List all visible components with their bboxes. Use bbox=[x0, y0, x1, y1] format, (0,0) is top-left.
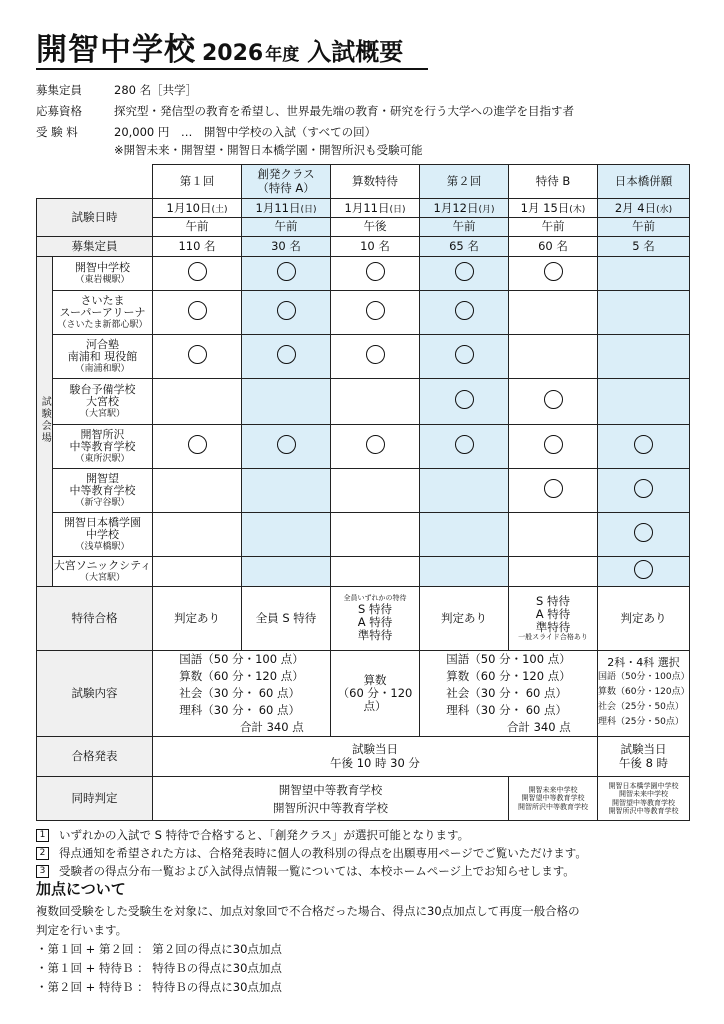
venue-mark-cell bbox=[331, 557, 420, 587]
venue-name: 駿台予備学校 大宮校 （大宮駅） bbox=[53, 379, 153, 425]
venue-mark-cell bbox=[153, 379, 242, 425]
venue-mark-cell bbox=[509, 425, 598, 469]
circle-mark-icon bbox=[188, 301, 207, 320]
venue-row bbox=[37, 379, 690, 425]
venue-mark-cell bbox=[331, 425, 420, 469]
header-cell: 日本橋併願 bbox=[598, 165, 690, 199]
ryo-label: 受 験 料 bbox=[36, 125, 78, 139]
ryo-note: ※開智未来・開智望・開智日本橋学園・開智所沢も受験可能 bbox=[114, 143, 423, 157]
note-item: 1 いずれかの入試で S 特待で合格すると、「創発クラス」が選択可能となります。 bbox=[36, 826, 587, 844]
doji-nihonbashi: 開智日本橋学園中学校 開智未来中学校 開智望中等教育学校 開智所沢中等教育学校 bbox=[598, 777, 690, 821]
teiin-cell: 10 名 bbox=[331, 237, 420, 257]
venue-mark-cell bbox=[420, 379, 509, 425]
date-cell: 1月11日(日) 午前 bbox=[242, 199, 331, 237]
venue-mark-cell bbox=[242, 379, 331, 425]
happyo-main: 試験当日 午後 10 時 30 分 bbox=[153, 737, 598, 777]
teiin-cell: 65 名 bbox=[420, 237, 509, 257]
venue-mark-cell bbox=[331, 513, 420, 557]
tokutai-cell: 判定あり bbox=[153, 587, 242, 651]
venue-mark-cell bbox=[420, 513, 509, 557]
header-row bbox=[37, 165, 690, 199]
venue-row bbox=[37, 335, 690, 379]
circle-mark-icon bbox=[366, 435, 385, 454]
venue-mark-cell bbox=[598, 257, 690, 291]
circle-mark-icon bbox=[544, 435, 563, 454]
venue-mark-cell bbox=[242, 469, 331, 513]
circle-mark-icon bbox=[634, 560, 653, 579]
venue-name: 開智中学校 （東岩槻駅） bbox=[53, 257, 153, 291]
venue-mark-cell bbox=[420, 335, 509, 379]
header-cell: 創発クラス （特待 A） bbox=[242, 165, 331, 199]
venue-mark-cell bbox=[509, 335, 598, 379]
circle-mark-icon bbox=[455, 301, 474, 320]
venue-mark-cell bbox=[598, 469, 690, 513]
title-school: 開智中学校 bbox=[36, 32, 196, 68]
teiin-row bbox=[37, 237, 690, 257]
title-label: 入試概要 bbox=[307, 38, 404, 66]
venue-mark-cell bbox=[509, 513, 598, 557]
tokutai-cell: 判定あり bbox=[420, 587, 509, 651]
circle-mark-icon bbox=[277, 262, 296, 281]
venue-mark-cell bbox=[420, 425, 509, 469]
venue-side-label: 試験会場 bbox=[37, 257, 53, 587]
circle-mark-icon bbox=[634, 435, 653, 454]
kaiten-body: 複数回受験をした受験生を対象に、加点対象回で不合格だった場合、得点に30点加点して再度一般合格の 判定を行います。 ・第１回 + 第２回 ： 第２回の得点に30点加点 ・第１回 + 特待Ｂ ： 特待Ｂの得点に30点加点 ・第２回 + 特待Ｂ ： 特待Ｂの得点に30点加点 bbox=[36, 904, 580, 994]
circle-mark-icon bbox=[455, 390, 474, 409]
venue-mark-cell bbox=[153, 425, 242, 469]
doji-b: 開智未来中学校 開智望中等教育学校 開智所沢中等教育学校 bbox=[509, 777, 598, 821]
venue-mark-cell bbox=[598, 291, 690, 335]
date-cell: 1月12日(月) 午前 bbox=[420, 199, 509, 237]
naiyo-row bbox=[37, 651, 690, 737]
venue-row bbox=[37, 469, 690, 513]
tokutai-cell: 全員 S 特待 bbox=[242, 587, 331, 651]
tokutai-cell: 全員いずれかの特待 S 特待 A 特待 準特待 bbox=[331, 587, 420, 651]
circle-mark-icon bbox=[277, 301, 296, 320]
teiin-label: 募集定員 bbox=[36, 83, 82, 97]
venue-mark-cell bbox=[331, 379, 420, 425]
teiin-cell: 60 名 bbox=[509, 237, 598, 257]
venue-mark-cell bbox=[242, 291, 331, 335]
venue-mark-cell bbox=[242, 513, 331, 557]
tokutai-cell: 判定あり bbox=[598, 587, 690, 651]
doji-main: 開智望中等教育学校 開智所沢中等教育学校 bbox=[153, 777, 509, 821]
sansu-cell: 算数 （60 分・120 点） bbox=[331, 651, 420, 737]
venue-mark-cell bbox=[598, 425, 690, 469]
date-label: 試験日時 bbox=[37, 199, 153, 237]
date-cell: 2月 4日(水) 午前 bbox=[598, 199, 690, 237]
circle-mark-icon bbox=[544, 479, 563, 498]
venue-mark-cell bbox=[598, 379, 690, 425]
venue-name: さいたま スーパーアリーナ （さいたま新都心駅） bbox=[53, 291, 153, 335]
teiin-cell: 5 名 bbox=[598, 237, 690, 257]
title-nendo: 年度 bbox=[265, 45, 300, 65]
venue-mark-cell bbox=[242, 557, 331, 587]
teiin-row-label: 募集定員 bbox=[37, 237, 153, 257]
date-cell: 1月10日(土) 午前 bbox=[153, 199, 242, 237]
venue-row bbox=[37, 513, 690, 557]
teiin-cell: 30 名 bbox=[242, 237, 331, 257]
kaiten-heading: 加点について bbox=[36, 880, 126, 898]
circle-mark-icon bbox=[634, 523, 653, 542]
venue-name: 開智日本橋学園 中学校 （浅草橋駅） bbox=[53, 513, 153, 557]
venue-mark-cell bbox=[598, 557, 690, 587]
circle-mark-icon bbox=[366, 262, 385, 281]
venue-mark-cell bbox=[242, 425, 331, 469]
venue-mark-cell bbox=[420, 557, 509, 587]
header-cell: 算数特待 bbox=[331, 165, 420, 199]
subjects-4-cell: 国語（50 分・100 点） 算数（60 分・120 点） 社会（30 分・ 60 点） 理科（30 分・ 60 点） 合計 340 点 bbox=[153, 651, 331, 737]
note-item: 3 受験者の得点分布一覧および入試得点情報一覧については、本校ホームページ上でお知らせします。 bbox=[36, 862, 587, 880]
venue-mark-cell bbox=[153, 257, 242, 291]
notes bbox=[36, 826, 587, 880]
circle-mark-icon bbox=[455, 435, 474, 454]
venue-mark-cell bbox=[331, 291, 420, 335]
date-cell: 1月11日(日) 午後 bbox=[331, 199, 420, 237]
header-cell: 第１回 bbox=[153, 165, 242, 199]
venue-mark-cell bbox=[153, 291, 242, 335]
info-block bbox=[36, 80, 574, 157]
venue-mark-cell bbox=[242, 335, 331, 379]
header-cell: 特待 B bbox=[509, 165, 598, 199]
circle-mark-icon bbox=[544, 390, 563, 409]
venue-name: 大宮ソニックシティ （大宮駅） bbox=[53, 557, 153, 587]
title-year: 2026 bbox=[202, 41, 264, 66]
venue-name: 河合塾 南浦和 現役館 （南浦和駅） bbox=[53, 335, 153, 379]
circle-mark-icon bbox=[188, 435, 207, 454]
circle-mark-icon bbox=[188, 345, 207, 364]
venue-mark-cell bbox=[598, 335, 690, 379]
venue-mark-cell bbox=[153, 513, 242, 557]
circle-mark-icon bbox=[188, 262, 207, 281]
venue-name: 開智所沢 中等教育学校 （東所沢駅） bbox=[53, 425, 153, 469]
circle-mark-icon bbox=[277, 435, 296, 454]
happyo-label: 合格発表 bbox=[37, 737, 153, 777]
subjects-4-cell-2: 国語（50 分・100 点） 算数（60 分・120 点） 社会（30 分・ 60 点） 理科（30 分・ 60 点） 合計 340 点 bbox=[420, 651, 598, 737]
venue-mark-cell bbox=[331, 335, 420, 379]
happyo-row bbox=[37, 737, 690, 777]
teiin-value: 280 名［共学］ bbox=[114, 83, 198, 97]
circle-mark-icon bbox=[366, 301, 385, 320]
venue-mark-cell bbox=[331, 469, 420, 513]
venue-mark-cell bbox=[509, 291, 598, 335]
naiyo-label: 試験内容 bbox=[37, 651, 153, 737]
venue-mark-cell bbox=[509, 557, 598, 587]
circle-mark-icon bbox=[634, 479, 653, 498]
venue-mark-cell bbox=[242, 257, 331, 291]
circle-mark-icon bbox=[277, 345, 296, 364]
doji-label: 同時判定 bbox=[37, 777, 153, 821]
venue-mark-cell bbox=[509, 257, 598, 291]
venue-name: 開智望 中等教育学校 （新守谷駅） bbox=[53, 469, 153, 513]
shikaku-label: 応募資格 bbox=[36, 104, 82, 118]
note-item: 2 得点通知を希望された方は、合格発表時に個人の教科別の得点を出願専用ページでご覧いただけます。 bbox=[36, 844, 587, 862]
doji-row bbox=[37, 777, 690, 821]
circle-mark-icon bbox=[455, 262, 474, 281]
nihonbashi-subjects-cell: 2科・4科 選択 国語（50分・100点） 算数（60分・120点） 社会（25分・50点） 理科（25分・50点） bbox=[598, 651, 690, 737]
date-cell: 1月 15日(木) 午前 bbox=[509, 199, 598, 237]
header-cell: 第２回 bbox=[420, 165, 509, 199]
venue-mark-cell bbox=[420, 257, 509, 291]
venue-mark-cell bbox=[509, 469, 598, 513]
happyo-nihonbashi: 試験当日 午後 8 時 bbox=[598, 737, 690, 777]
tokutai-row bbox=[37, 587, 690, 651]
venue-row bbox=[37, 557, 690, 587]
page-title bbox=[36, 24, 403, 69]
ryo-value: 20,000 円 … 開智中学校の入試（すべての回） bbox=[114, 125, 377, 139]
venue-row bbox=[37, 257, 690, 291]
tokutai-label: 特待合格 bbox=[37, 587, 153, 651]
circle-mark-icon bbox=[455, 345, 474, 364]
teiin-cell: 110 名 bbox=[153, 237, 242, 257]
circle-mark-icon bbox=[366, 345, 385, 364]
venue-mark-cell bbox=[420, 291, 509, 335]
exam-table bbox=[36, 164, 690, 821]
venue-mark-cell bbox=[153, 469, 242, 513]
venue-mark-cell bbox=[509, 379, 598, 425]
venue-mark-cell bbox=[153, 557, 242, 587]
venue-mark-cell bbox=[420, 469, 509, 513]
title-underline bbox=[36, 68, 428, 70]
date-row bbox=[37, 199, 690, 237]
venue-row bbox=[37, 425, 690, 469]
circle-mark-icon bbox=[544, 262, 563, 281]
venue-row bbox=[37, 291, 690, 335]
venue-mark-cell bbox=[331, 257, 420, 291]
shikaku-value: 探究型・発信型の教育を希望し、世界最先端の教育・研究を行う大学への進学を目指す者 bbox=[114, 104, 574, 118]
venue-mark-cell bbox=[153, 335, 242, 379]
tokutai-cell: S 特待 A 特待 準特待 一般スライド合格あり bbox=[509, 587, 598, 651]
venue-mark-cell bbox=[598, 513, 690, 557]
